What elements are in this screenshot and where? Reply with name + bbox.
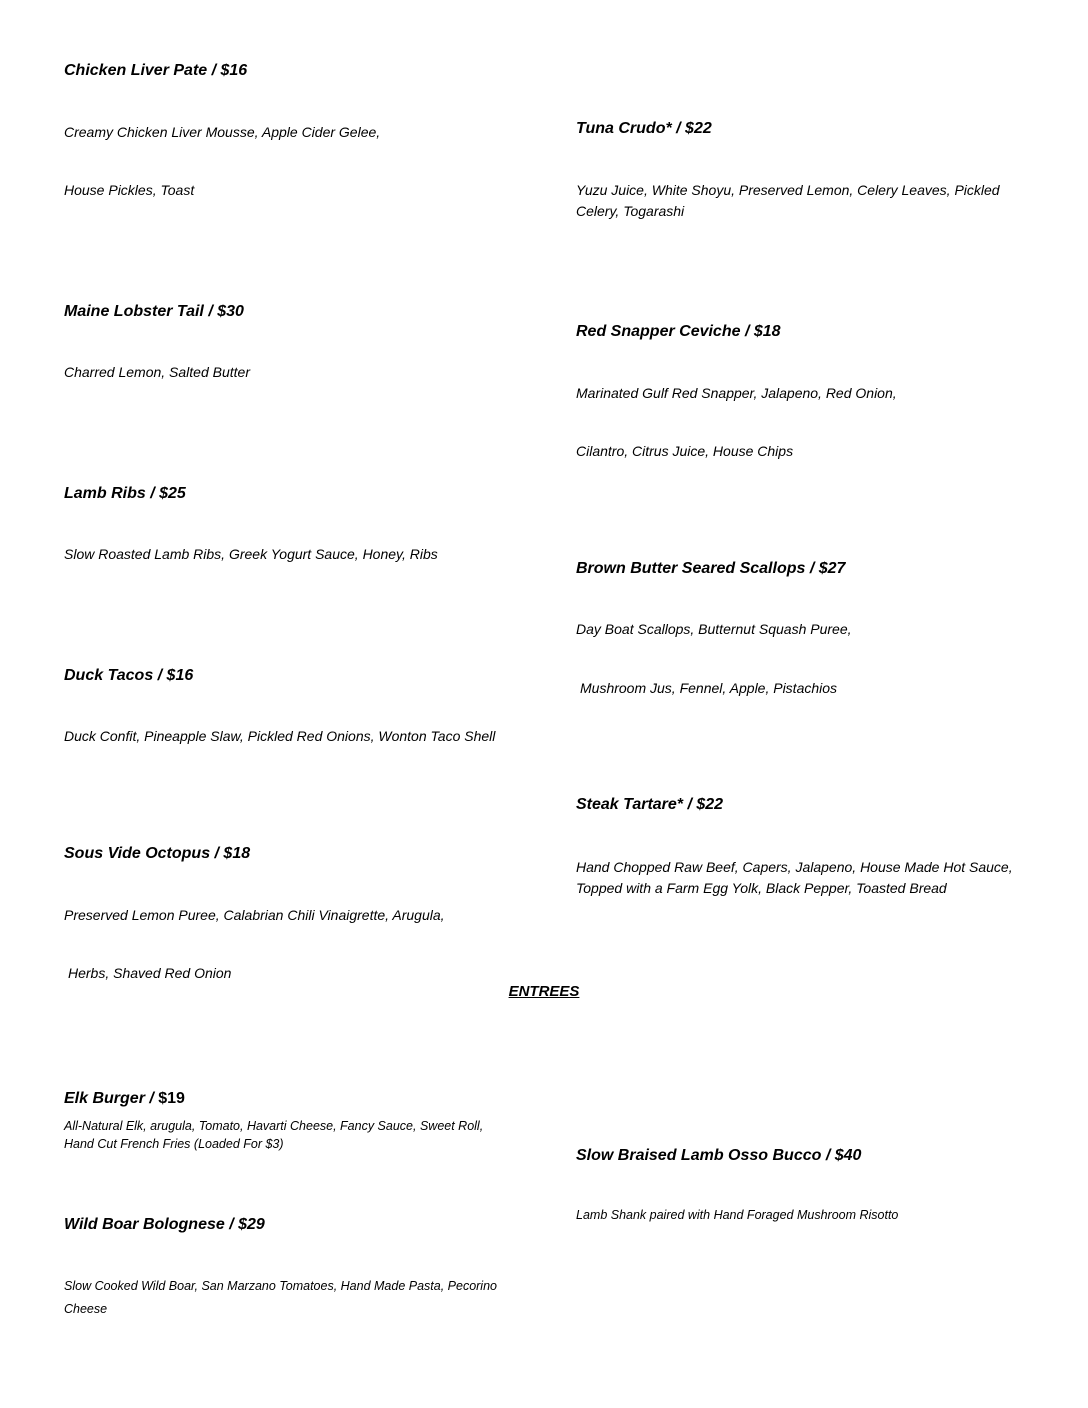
menu-item-desc-maine-lobster-tail: Charred Lemon, Salted Butter xyxy=(64,364,250,380)
menu-item-title-seared-scallops: Brown Butter Seared Scallops / $27 xyxy=(576,560,846,577)
menu-item-title-red-snapper-ceviche: Red Snapper Ceviche / $18 xyxy=(576,323,781,340)
menu-item-desc-wild-boar-bolognese: Slow Cooked Wild Boar, San Marzano Tomatoes, Hand Made Pasta, Pecorino Cheese xyxy=(64,1279,497,1316)
menu-item-desc-chicken-liver-pate-2: House Pickles, Toast xyxy=(64,182,195,198)
menu-item-title-duck-tacos: Duck Tacos / $16 xyxy=(64,667,194,684)
menu-item-title-tuna-crudo: Tuna Crudo* / $22 xyxy=(576,120,712,137)
menu-item-desc-lamb-osso-bucco: Lamb Shank paired with Hand Foraged Mushroom Risotto xyxy=(576,1208,899,1222)
menu-item-title-elk-burger xyxy=(64,1090,185,1108)
menu-item-desc-seared-scallops-2: Mushroom Jus, Fennel, Apple, Pistachios xyxy=(580,680,838,696)
menu-item-title-lamb-ribs: Lamb Ribs / $25 xyxy=(64,485,186,502)
menu-item-title-lamb-osso-bucco: Slow Braised Lamb Osso Bucco / $40 xyxy=(576,1147,862,1164)
menu-item-desc-red-snapper-ceviche: Marinated Gulf Red Snapper, Jalapeno, Red Onion, xyxy=(576,385,897,401)
menu-item-desc-red-snapper-ceviche-2: Cilantro, Citrus Juice, House Chips xyxy=(576,443,794,459)
menu-item-desc-duck-tacos: Duck Confit, Pineapple Slaw, Pickled Red Onions, Wonton Taco Shell xyxy=(64,728,496,744)
menu-item-desc-tuna-crudo: Yuzu Juice, White Shoyu, Preserved Lemon, Celery Leaves, Pickled Celery, Togarashi xyxy=(576,182,1000,219)
menu-item-title-steak-tartare: Steak Tartare* / $22 xyxy=(576,796,724,813)
menu-item-desc-lamb-ribs: Slow Roasted Lamb Ribs, Greek Yogurt Sauce, Honey, Ribs xyxy=(64,546,438,562)
menu-item-title-wild-boar-bolognese: Wild Boar Bolognese / $29 xyxy=(64,1216,265,1233)
menu-item-title-chicken-liver-pate: Chicken Liver Pate / $16 xyxy=(64,62,248,79)
section-heading-entrees: ENTREES xyxy=(508,983,580,1000)
menu-item-title-sous-vide-octopus: Sous Vide Octopus / $18 xyxy=(64,845,251,862)
menu-item-desc-sous-vide-octopus-2: Herbs, Shaved Red Onion xyxy=(68,965,232,981)
menu-item-title-maine-lobster-tail: Maine Lobster Tail / $30 xyxy=(64,303,244,320)
menu-item-desc-elk-burger: All-Natural Elk, arugula, Tomato, Havarti Cheese, Fancy Sauce, Sweet Roll, Hand Cut French Fries (Loaded For $3) xyxy=(64,1119,484,1151)
menu-item-desc-seared-scallops: Day Boat Scallops, Butternut Squash Puree, xyxy=(576,621,852,637)
menu-item-desc-chicken-liver-pate: Creamy Chicken Liver Mousse, Apple Cider Gelee, xyxy=(64,124,381,140)
menu-item-desc-sous-vide-octopus: Preserved Lemon Puree, Calabrian Chili Vinaigrette, Arugula, xyxy=(64,907,445,923)
menu-item-desc-steak-tartare: Hand Chopped Raw Beef, Capers, Jalapeno, House Made Hot Sauce, Topped with a Farm Egg Yolk, Black Pepper, Toasted Bread xyxy=(576,859,1013,896)
elk-burger-name: Elk Burger / xyxy=(64,1090,159,1107)
elk-burger-price: $19 xyxy=(158,1090,185,1107)
